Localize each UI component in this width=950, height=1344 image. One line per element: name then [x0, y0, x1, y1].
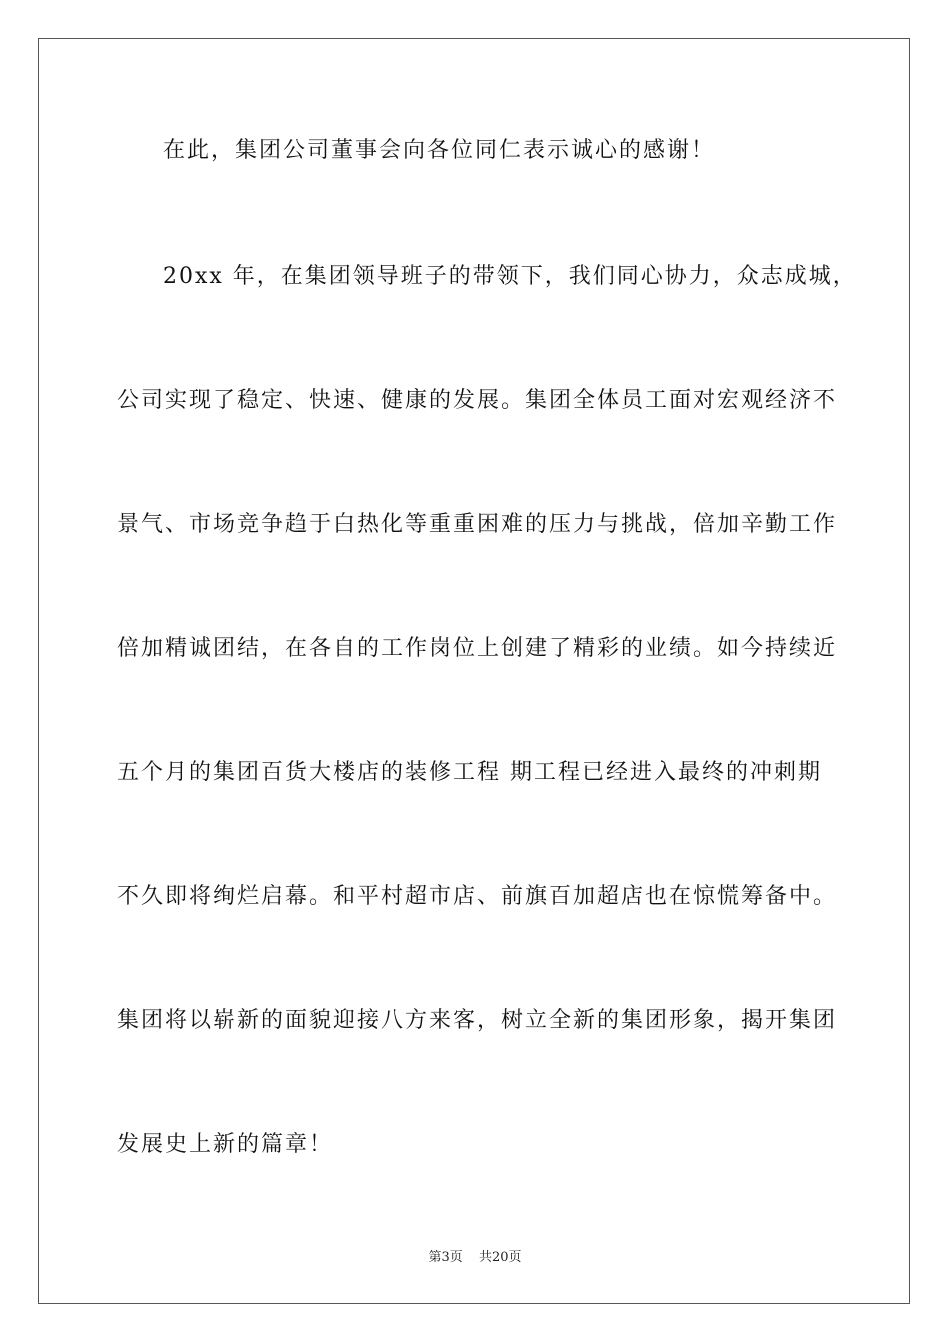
page-total: 共20页	[478, 1250, 522, 1265]
paragraph-line-8: 集团将以崭新的面貌迎接八方来客，树立全新的集团形象，揭开集团	[117, 1008, 838, 1033]
paragraph-line-5: 倍加精诚团结，在各自的工作岗位上创建了精彩的业绩。如今持续近	[117, 636, 838, 661]
page-footer	[0, 1246, 950, 1265]
paragraph-line-4: 景气、市场竞争趋于白热化等重重困难的压力与挑战，倍加辛勤工作	[117, 512, 838, 537]
paragraph-line-9: 发展史上新的篇章！	[117, 1132, 334, 1157]
page-frame	[38, 38, 910, 1304]
paragraph-line-6: 五个月的集团百货大楼店的装修工程 期工程已经进入最终的冲刺期	[117, 760, 822, 785]
paragraph-line-2: 20xx 年，在集团领导班子的带领下，我们同心协力，众志成城，	[163, 264, 857, 289]
paragraph-line-7: 不久即将绚烂启幕。和平村超市店、前旗百加超店也在惊慌筹备中。	[117, 884, 838, 909]
paragraph-line-3: 公司实现了稳定、快速、健康的发展。集团全体员工面对宏观经济不	[117, 388, 838, 413]
page-number: 第3页	[428, 1250, 463, 1265]
paragraph-line-1: 在此，集团公司董事会向各位同仁表示诚心的感谢！	[163, 138, 716, 163]
